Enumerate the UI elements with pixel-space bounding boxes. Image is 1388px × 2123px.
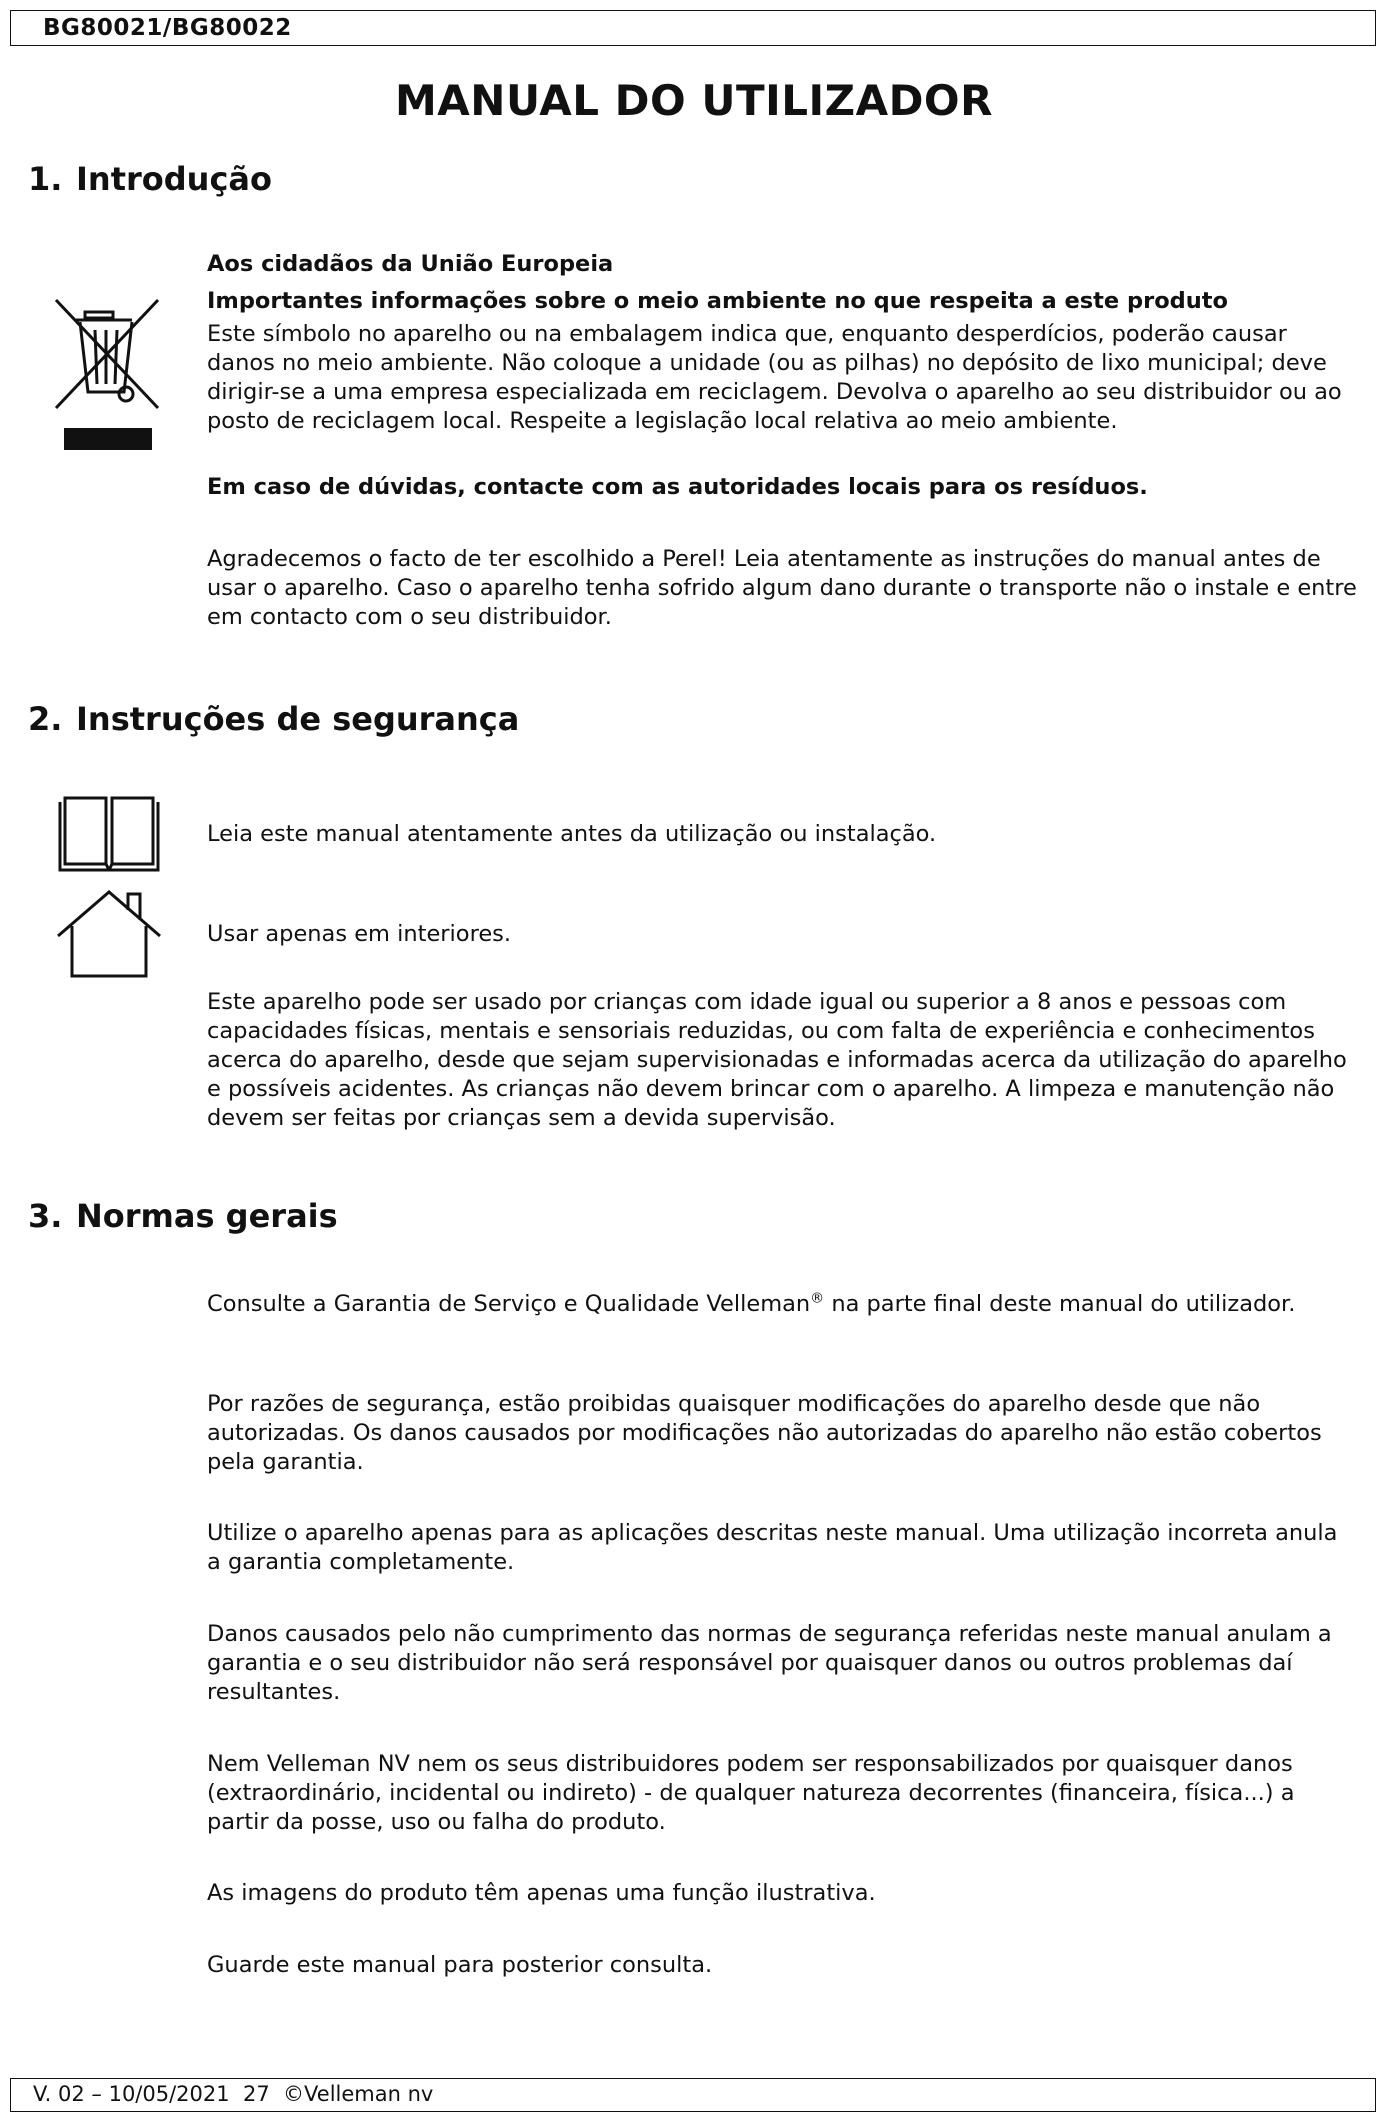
read-manual-text: Leia este manual atentamente antes da utilização ou instalação. [207,821,937,847]
footer-version-text: V. 02 – 10/05/2021 27 ©Velleman nv [33,2082,434,2106]
children-safety-text: Este aparelho pode ser usado por crianças com idade igual ou superior a 8 anos e pessoas com capacidades físicas, mentais e sensoriais reduzidas, ou com falta de experiência e conhecimentos acerca do aparelho, desde que sejam supervisionadas e informadas acerca da utilização do aparelho e possíveis acidentes. As crianças não devem brincar com o aparelho. A limpeza e manutenção não devem ser feitas por crianças sem a devida supervisão. [207,989,1347,1131]
environment-text: Este símbolo no aparelho ou na embalagem indica que, enquanto desperdícios, poderão causar danos no meio ambiente. Não coloque a unidade (ou as pilhas) no depósito de lixo municipal; deve dirigir-se a uma empresa especializada em reciclagem. Devolva o aparelho ao seu distribuidor ou ao posto de reciclagem local. Respeite a legislação local relativa ao meio ambiente. [207,321,1342,434]
eu-citizens-heading: Aos cidadãos da União Europeia [207,251,614,277]
section-2-heading: 2. Instruções de segurança [28,700,520,738]
safety-norms-text: Danos causados pelo não cumprimento das normas de segurança referidas neste manual anulam a garantia e o seu distribuidor não será responsável por quaisquer danos ou outros problemas daí resultantes. [207,1621,1332,1705]
keep-manual-text: Guarde este manual para posterior consulta. [207,1952,713,1978]
indoor-house-icon [54,888,164,980]
usage-text: Utilize o aparelho apenas para as aplicações descritas neste manual. Uma utilização incorreta anula a garantia completamente. [207,1520,1338,1575]
warranty-text: Consulte a Garantia de Serviço e Qualidade Velleman® na parte final deste manual do utilizador. [207,1290,1296,1317]
header-bar [10,10,1376,46]
indoor-use-text: Usar apenas em interiores. [207,921,512,947]
read-manual-book-icon [56,792,162,874]
liability-text: Nem Velleman NV nem os seus distribuidores podem ser responsabilizados por quaisquer danos (extraordinário, incidental ou indireto) - de qualquer natureza decorrentes (financeira, física...) a partir da posse, uso ou falha do produto. [207,1751,1295,1835]
doubt-contact-text: Em caso de dúvidas, contacte com as autoridades locais para os resíduos. [207,474,1148,500]
section-3-heading: 3. Normas gerais [28,1197,338,1235]
thanks-text: Agradecemos o facto de ter escolhido a Perel! Leia atentamente as instruções do manual antes de usar o aparelho. Caso o aparelho tenha sofrido algum dano durante o transporte não o instale e entre em contacto com o seu distribuidor. [207,546,1357,630]
section-1-heading: 1. Introdução [28,160,272,198]
footer-bar [10,2078,1376,2112]
weee-crossed-bin-icon [50,296,162,456]
environment-heading: Importantes informações sobre o meio ambiente no que respeita a este produto [207,288,1229,314]
images-illustrative-text: As imagens do produto têm apenas uma função ilustrativa. [207,1880,876,1906]
model-code: BG80021/BG80022 [43,15,292,41]
modifications-text: Por razões de segurança, estão proibidas quaisquer modificações do aparelho desde que não autorizadas. Os danos causados por modificações não autorizadas do aparelho não estão cobertos pela garantia. [207,1391,1322,1475]
page-title: MANUAL DO UTILIZADOR [395,76,993,125]
